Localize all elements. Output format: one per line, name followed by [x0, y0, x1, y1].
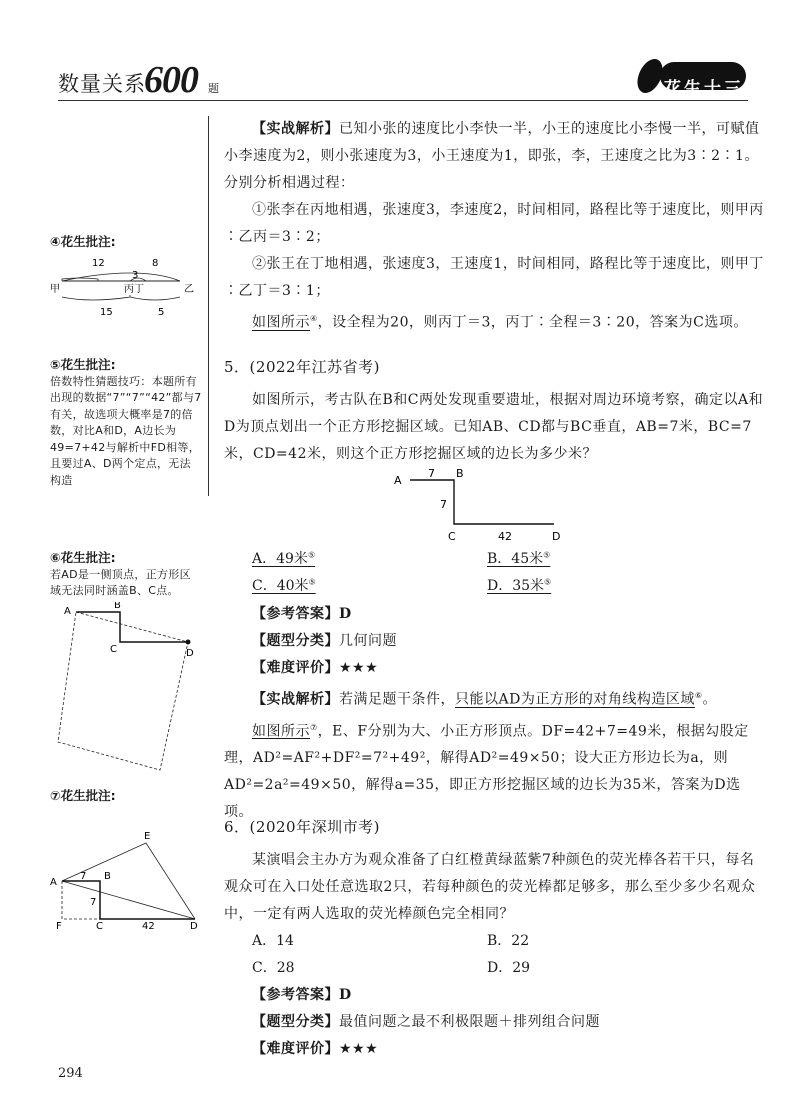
book-title: 数量关系 — [58, 72, 146, 96]
q6-type-label: 【题型分类】 — [252, 1014, 339, 1030]
note7-title: ⑦花生批注: — [50, 788, 116, 803]
q5-rating-label: 【难度评价】 — [252, 660, 339, 676]
note7-A: A — [50, 876, 57, 888]
q5-analysis-1-emph: 只能以AD为正方形的对角线构造区域 — [455, 691, 695, 708]
q5-option-d[interactable]: D．35米⑤ — [487, 577, 552, 594]
q6-type: 最值问题之最不利极限题＋排列组合问题 — [339, 1014, 600, 1030]
book-suffix: 题 — [208, 82, 219, 95]
q5-option-a[interactable]: A．49米⑤ — [252, 550, 316, 567]
note4-bot2: 5 — [158, 306, 165, 318]
q6-rating: ★★★ — [339, 1041, 379, 1057]
note4-top2: 8 — [152, 257, 159, 269]
book-number: 600 — [144, 59, 198, 101]
q5-answer: D — [339, 606, 352, 622]
analysis-text-1: 已知小张的速度比小李快一半，小王的速度比小李慢一半，可赋值小李速度为2，则小张速度为3，小王速度为1，即张，李，王速度之比为3∶2∶1。分别分析相遇过程： — [224, 121, 760, 191]
note4-diagram — [50, 251, 200, 321]
note4-right: 乙 — [184, 283, 194, 295]
q5-fig-A: A — [394, 474, 402, 487]
q5-rating: ★★★ — [339, 660, 379, 676]
note6-C: C — [110, 643, 117, 655]
note6-title: ⑥花生批注: — [50, 550, 116, 565]
q5-stem: 如图所示，考古队在B和C两处发现重要遗址，根据对周边环境考察，确定以A和D为顶点划出一个正方形挖掘区域。已知AB、CD都与BC垂直，AB=7米，BC=7米，CD=42米，则这个正方形挖掘区域的边长为多少米？ — [224, 392, 764, 462]
see-figure-link: 如图所示 — [252, 314, 310, 331]
note6-B: B — [114, 601, 121, 611]
q5-fig-C: C — [448, 530, 456, 543]
question-5 — [224, 354, 764, 468]
column-divider — [208, 116, 209, 496]
q5-fig-cd: 42 — [498, 530, 512, 543]
note6-body: 若AD是一侧顶点，正方形区域无法同时涵盖B、C点。 — [50, 567, 191, 597]
note4-title: ④花生批注: — [50, 234, 116, 249]
note4-bot1: 15 — [100, 306, 113, 318]
q6-option-c[interactable]: C．28 — [252, 960, 295, 976]
q5-fig-D: D — [552, 530, 561, 543]
note7-E: E — [144, 830, 151, 842]
q6-heading: 6．(2020年深圳市考) — [224, 818, 380, 836]
q5-type: 几何问题 — [339, 633, 397, 649]
q6-stem: 某演唱会主办方为观众准备了白红橙黄绿蓝紫7种颜色的荧光棒各若干只，每名观众可在入口处任意选取2只，若每种颜色的荧光棒都足够多，那么至少多少名观众中，一定有两人选取的荧光棒颜色完全相同？ — [224, 852, 756, 922]
analysis-text-3: ②张王在丁地相遇，张速度3，王速度1，时间相同，路程比等于速度比，则甲丁∶乙丁＝3∶1； — [224, 256, 764, 299]
q5-analysis-label: 【实战解析】 — [252, 691, 339, 708]
note6-D: D — [186, 647, 194, 659]
q5-fig-B: B — [456, 467, 464, 480]
q5-diagram — [390, 466, 590, 550]
q5-answer-block: 【参考答案】D 【题型分类】几何问题 【难度评价】★★★ 【实战解析】若满足题干条件，只能以AD为正方形的对角线构造区域⑥。 如图所示⑦，E、F分别为大、小正方形顶点。DF=42+7=49米，根据勾股定理，AD²=AF²+DF²=7²+49²，解得AD²=49×50；设大正方形边长为a，则AD²=2a²=49×50，解得a=35，即正方形挖掘区域的边长为35米，答案为D选项。 — [224, 606, 749, 821]
q5-analysis-1: 若满足题干条件， — [339, 691, 455, 708]
q5-fig-ab: 7 — [428, 467, 435, 480]
q6-option-a[interactable]: A．14 — [252, 933, 294, 949]
note7-diagram — [50, 809, 202, 929]
q6-answer-block — [224, 982, 764, 1063]
q5-option-b[interactable]: B．45米⑤ — [487, 550, 551, 567]
note7-ab: 7 — [80, 870, 87, 882]
note7-bc: 7 — [90, 896, 97, 908]
question-6 — [224, 814, 764, 928]
note4-mid: 3 — [132, 269, 139, 281]
note6-diagram — [50, 602, 202, 772]
analysis-text-2: ①张李在丙地相遇，张速度3，李速度2，时间相同，路程比等于速度比，则甲丙∶乙丙＝3∶2； — [224, 202, 764, 245]
note7-C: C — [96, 920, 103, 929]
analysis-prev-question: 【实战解析】已知小张的速度比小李快一半，小王的速度比小李慢一半，可赋值小李速度为2，则小张速度为3，小王速度为1，即张，李，王速度之比为3∶2∶1。分别分析相遇过程： ①张李在丙地相遇，张速度3，李速度2，时间相同，路程比等于速度比，则甲丙∶乙丙＝3∶2； ②张王在丁地相遇，张速度3，王速度1，时间相同，路程比等于速度比，则甲丁∶乙丁＝3∶1； 如图所示④，设全程为20，则丙丁＝3，丙丁∶全程＝3∶20，答案为C选项。 — [224, 121, 764, 331]
q5-fig-bc: 7 — [440, 498, 447, 511]
note4-left: 甲 — [50, 283, 60, 295]
note5-title: ⑤花生批注: — [50, 357, 116, 372]
q6-option-b[interactable]: B．22 — [487, 933, 530, 949]
header-rule — [58, 100, 748, 101]
q5-see-figure: 如图所示 — [252, 723, 310, 740]
note7-B: B — [104, 870, 111, 882]
sidebar-note-4 — [50, 234, 200, 326]
q5-answer-label: 【参考答案】 — [252, 606, 339, 622]
sidebar-note-7 — [50, 788, 202, 934]
page-header — [58, 60, 748, 100]
note7-cd: 42 — [142, 920, 155, 929]
note7-D: D — [190, 920, 198, 929]
page-number: 294 — [58, 1066, 83, 1081]
analysis-label: 【实战解析】 — [252, 121, 339, 137]
q6-option-d[interactable]: D．29 — [487, 960, 531, 976]
note4-label: 丙丁 — [124, 283, 144, 295]
note5-body: 倍数特性猜题技巧：本题所有出现的数据“7”“7”“42”都与7有关，故选项大概率是7的倍数，对比A和D，A边长为49=7+42与解析中FD相等，且要过A、D两个定点，无法构造 — [50, 374, 202, 487]
sidebar-note-6 — [50, 550, 202, 777]
note4-top1: 12 — [92, 257, 105, 269]
note7-F: F — [56, 920, 62, 929]
q5-option-c[interactable]: C．40米⑤ — [252, 577, 316, 594]
logo-text: 花生十三 — [664, 79, 744, 99]
analysis-text-4: ，设全程为20，则丙丁＝3，丙丁∶全程＝3∶20，答案为C选项。 — [317, 314, 748, 331]
q5-analysis-2: ，E、F分别为大、小正方形顶点。DF=42+7=49米，根据勾股定理，AD²=AF²+DF²=7²+49²，解得AD²=49×50；设大正方形边长为a，则AD²=2a²=49×50，解得a=35，即正方形挖掘区域的边长为35米，答案为D选项。 — [224, 723, 749, 821]
sidebar-note-5 — [50, 357, 202, 489]
q6-rating-label: 【难度评价】 — [252, 1041, 339, 1057]
q6-answer-label: 【参考答案】 — [252, 987, 339, 1003]
q6-answer: D — [339, 987, 352, 1003]
note6-A: A — [64, 605, 71, 617]
q5-heading: 5．(2022年江苏省考) — [224, 358, 380, 376]
q5-type-label: 【题型分类】 — [252, 633, 339, 649]
